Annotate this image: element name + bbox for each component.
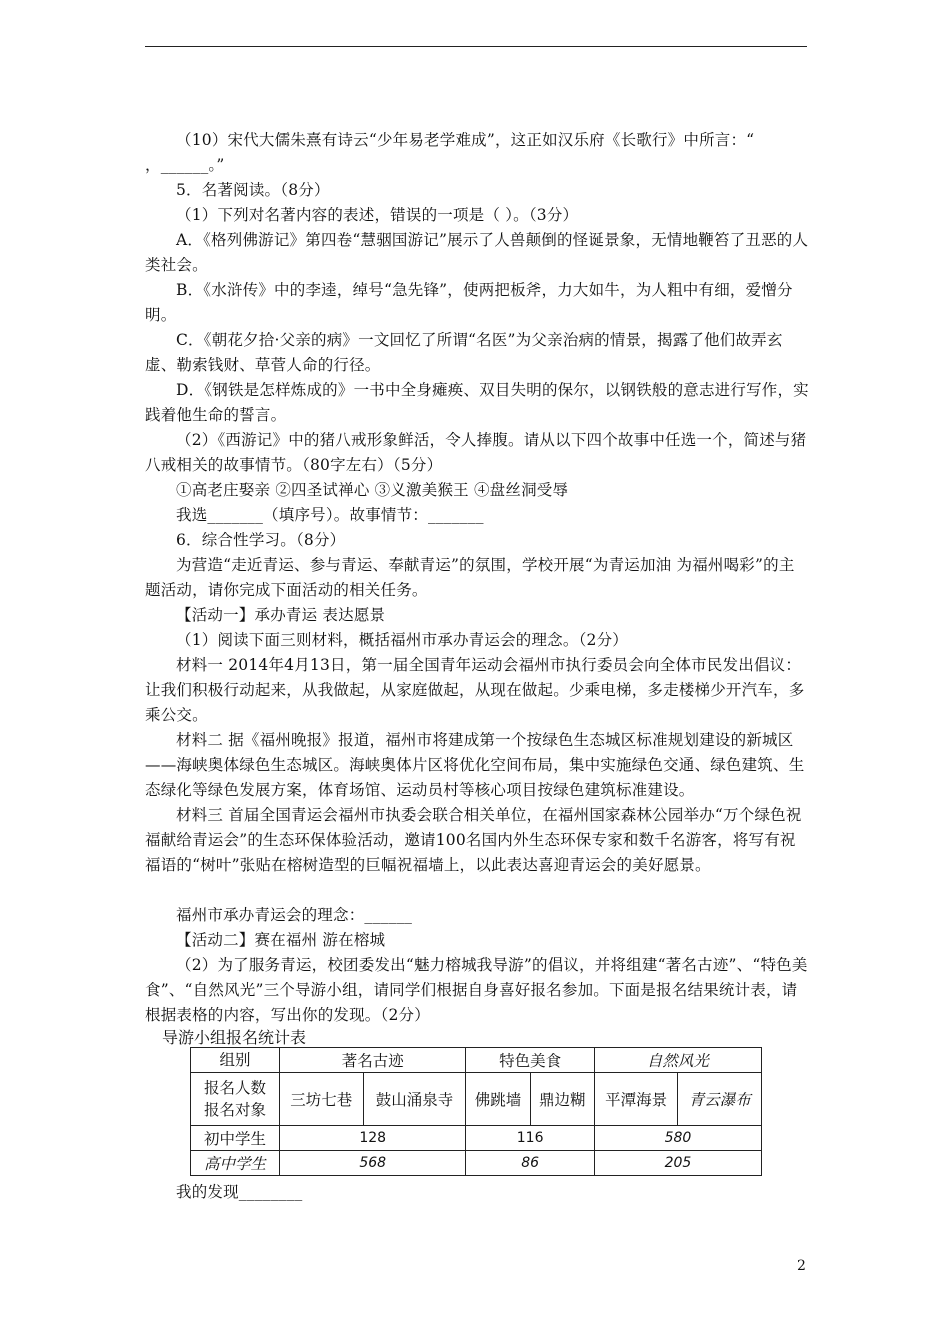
- q6-1-prompt: （1）阅读下面三则材料，概括福州市承办青运会的理念。（2分）: [176, 631, 628, 649]
- junior-scenery-count: 580: [594, 1126, 761, 1151]
- q5-option-b: B．《水浒传》中的李逵，绰号“急先锋”，使两把板斧，力大如牛，为人粗中有细，爱憎分明。: [145, 281, 793, 324]
- finding-fill-blank: 我的发现________: [176, 1183, 303, 1201]
- subitem-dingbianhu: 鼎边糊: [530, 1073, 594, 1126]
- material-three: 材料三 首届全国青运会福州市执委会联合相关单位，在福州国家森林公园举办“万个绿色祝福献给青运会”的生态环保体验活动，邀请100名国内外生态环保专家和数千名游客，将写有祝福语的“树叶”张贴在榕树造型的巨幅祝福墙上，以此表达喜迎青运会的美好愿景。: [145, 806, 802, 874]
- header-rule: [145, 46, 807, 47]
- junior-food-count: 116: [466, 1126, 594, 1151]
- activity-one-heading: 【活动一】承办青运 表达愿景: [176, 606, 386, 624]
- corner-target-label: 报名对象: [203, 1101, 266, 1119]
- q10-line-1: （10）宋代大儒朱熹有诗云“少年易老学难成”，这正如汉乐府《长歌行》中所言：“: [176, 131, 755, 149]
- senior-historic-count: 568: [280, 1151, 466, 1176]
- idea-fill-blank: 福州市承办青运会的理念：______: [176, 906, 413, 924]
- material-one: 材料一 2014年4月13日，第一届全国青年运动会福州市执行委员会向全体市民发出倡议：让我们积极行动起来，从我做起，从家庭做起，从现在做起。少乘电梯，多走楼梯少开汽车，多乘公交。: [145, 656, 805, 724]
- corner-count-label: 报名人数: [203, 1079, 266, 1097]
- q5-option-d: D．《钢铁是怎样炼成的》一书中全身瘫痪、双目失明的保尔，以钢铁般的意志进行写作，实践着他生命的誓言。: [145, 381, 809, 424]
- signup-statistics-table: [190, 1047, 762, 1176]
- q5-1-prompt: （1）下列对名著内容的表述，错误的一项是（ ）。（3分）: [176, 206, 579, 224]
- table-row: [191, 1126, 762, 1151]
- corner-group-label: 组别: [191, 1048, 280, 1073]
- table-caption: 导游小组报名统计表: [162, 1028, 307, 1047]
- q5-title: 5．名著阅读。（8分）: [176, 181, 330, 199]
- table-row: [191, 1151, 762, 1176]
- subitem-gushan: 鼓山涌泉寺: [363, 1073, 466, 1126]
- subitem-sanfang: 三坊七巷: [280, 1073, 364, 1126]
- q5-option-a: A．《格列佛游记》第四卷“慧骃国游记”展示了人兽颠倒的怪诞景象，无情地鞭笞了丑恶的人类社会。: [145, 231, 809, 274]
- row-label-senior: 高中学生: [191, 1151, 280, 1176]
- senior-food-count: 86: [466, 1151, 594, 1176]
- senior-scenery-count: 205: [594, 1151, 761, 1176]
- q10-line-2: ，______。”: [145, 156, 225, 174]
- subitem-fotiaoqiang: 佛跳墙: [466, 1073, 530, 1126]
- q6-title: 6．综合性学习。（8分）: [176, 531, 346, 549]
- row-label-junior: 初中学生: [191, 1126, 280, 1151]
- subitem-qingyun: 青云瀑布: [678, 1073, 762, 1126]
- q5-2-options: ①高老庄娶亲 ②四圣试禅心 ③义激美猴王 ④盘丝洞受辱: [176, 481, 569, 499]
- material-two: 材料二 据《福州晚报》报道，福州市将建成第一个按绿色生态城区标准规划建设的新城区——海峡奥体绿色生态城区。海峡奥体片区将优化空间布局，集中实施绿色交通、绿色建筑、生态绿化等绿色发展方案，体育场馆、运动员村等核心项目按绿色建筑标准建设。: [145, 731, 805, 799]
- q5-2-fill: 我选_______（填序号）。故事情节：_______: [176, 506, 484, 524]
- subitem-pingtan: 平潭海景: [594, 1073, 678, 1126]
- group-header-local-food: 特色美食: [466, 1048, 594, 1073]
- q6-intro: 为营造“走近青运、参与青运、奉献青运”的氛围，学校开展“为青运加油 为福州喝彩”的主题活动，请你完成下面活动的相关任务。: [145, 556, 795, 599]
- page-number: 2: [797, 1258, 806, 1274]
- q5-2-prompt: （2）《西游记》中的猪八戒形象鲜活，令人捧腹。请从以下四个故事中任选一个，简述与猪八戒相关的故事情节。（80字左右）（5分）: [145, 431, 807, 474]
- junior-historic-count: 128: [280, 1126, 466, 1151]
- activity-two-heading: 【活动二】赛在福州 游在榕城: [176, 931, 386, 949]
- group-header-historic-sites: 著名古迹: [280, 1048, 466, 1073]
- q6-2-prompt: （2）为了服务青运，校团委发出“魅力榕城我导游”的倡议，并将组建“著名古迹”、“特色美食”、“自然风光”三个导游小组，请同学们根据自身喜好报名参加。下面是报名结果统计表，请根据表格的内容，写出你的发现。（2分）: [145, 956, 808, 1024]
- corner-count-target: [191, 1073, 280, 1126]
- q5-option-c: C．《朝花夕拾·父亲的病》一文回忆了所谓“名医”为父亲治病的情景，揭露了他们故弄玄虚、勒索钱财、草菅人命的行径。: [145, 331, 783, 374]
- group-header-natural-scenery: 自然风光: [594, 1048, 761, 1073]
